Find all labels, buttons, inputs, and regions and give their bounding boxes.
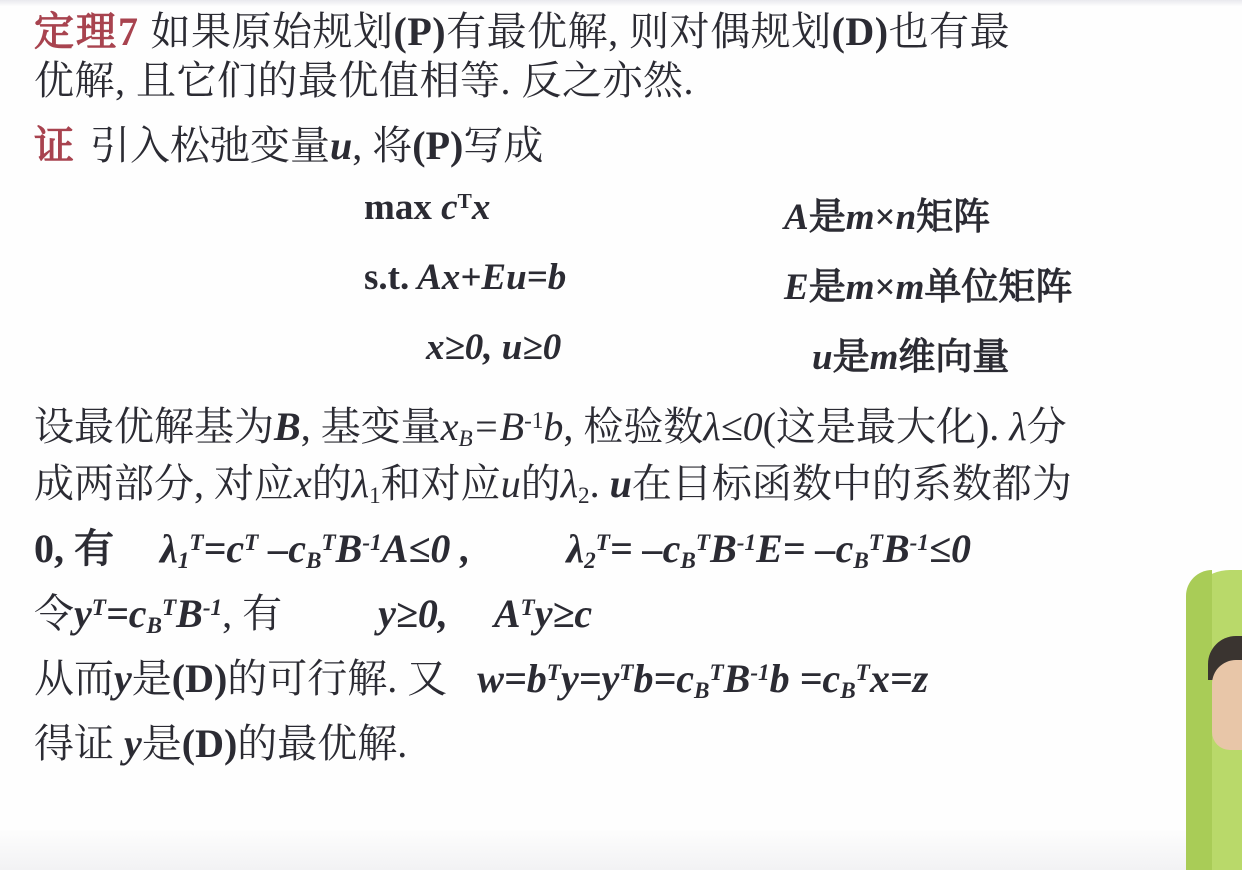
proof-let-line (34, 587, 1214, 642)
proof-body2-e: . (589, 461, 600, 507)
proof-intro-primal-tag: (P) (412, 122, 464, 168)
proof-body1-eq-sup: -1 (524, 407, 544, 434)
proof-thus-b: 是 (131, 655, 172, 701)
proof-body2-u: u (500, 461, 521, 507)
lp-note-E-n: m (895, 266, 925, 308)
proof-body2-b: 的 (311, 461, 352, 507)
presenter-face (1212, 660, 1242, 750)
proof-body1-xB: x (440, 403, 459, 449)
lp-constraint-expr: Ax+Eu=b (417, 256, 567, 298)
equation-lambda2: $\lambda_2^T= -c_B^TB^{-1}E= -c_B^TB^{-1}\le 0$ (566, 525, 971, 574)
lp-objective (364, 186, 490, 229)
frame-top-edge (0, 0, 1242, 6)
proof-thus-c: 的可行解. 又 (227, 655, 448, 701)
proof-body1-b: , 基变量 (300, 403, 441, 449)
frame-bottom-edge (0, 830, 1242, 870)
lp-note-E-text2: 单位矩阵 (924, 266, 1073, 308)
proof-body2-lambda1: λ (351, 461, 370, 507)
proof-qed-dual-tag: (D) (181, 721, 238, 767)
proof-body-line2 (34, 458, 1214, 511)
proof-qed-y: y (124, 721, 142, 767)
theorem-text-c: 也有最 (888, 9, 1011, 54)
lp-row-constraint (34, 256, 1214, 326)
proof-let-y: $y^T=c_B^TB^{-1}$ (74, 590, 223, 639)
proof-qed-a: 得证 (34, 721, 114, 767)
equation-w: $w=b^Ty=y^Tb=c_B^TB^{-1}b =c_B^Tx=z$ (477, 655, 929, 704)
proof-let-cond2: $A^Ty\ge c$ (493, 590, 593, 636)
lp-nonneg-expr: x≥0, u≥0 (426, 326, 562, 368)
lp-objective-transpose: T (457, 188, 472, 213)
proof-body2-lambda2: λ (560, 461, 579, 507)
lp-note-E-m: m (845, 266, 875, 308)
lp-note-E (784, 256, 1072, 310)
theorem-label: 定理7 (34, 9, 140, 54)
proof-thus-a: 从而 (34, 655, 114, 701)
lp-row-objective (34, 186, 1214, 256)
equation-lambda1: $\lambda_1^T=c^T$ $-c_B^TB^{-1}A\le 0$ , (160, 525, 471, 574)
proof-body1-eq: =B (472, 403, 525, 449)
lp-note-u-text2: 维向量 (898, 336, 1010, 378)
proof-let-b: , 有 (222, 590, 283, 636)
lp-row-nonneg (34, 326, 1214, 396)
proof-body-line1 (34, 400, 1214, 455)
proof-body1-xB-sub: B (458, 425, 473, 452)
proof-qed-c: 的最优解. (237, 721, 408, 767)
proof-let-cond1: y≥0, (378, 590, 448, 636)
proof-body2-lambda1-sub: 1 (369, 483, 381, 510)
theorem-text-b: 有最优解, 则对偶规划 (446, 9, 832, 54)
lp-note-u-m: m (869, 336, 899, 378)
presenter-hoodie-shadow (1186, 570, 1212, 870)
proof-body1-d: (这是最大化). (762, 403, 1000, 449)
lp-note-A-symbol: A (784, 196, 809, 238)
proof-let-a: 令 (34, 590, 74, 636)
slide-content (34, 8, 1214, 771)
lp-constraint (364, 256, 566, 299)
proof-intro-var-u: u (330, 122, 353, 168)
proof-intro (34, 122, 1214, 170)
theorem-dual-tag: (D) (831, 9, 889, 54)
lp-note-u-symbol: u (812, 336, 833, 378)
lp-objective-op: max (364, 186, 432, 228)
proof-body2-a: 成两部分, 对应 (34, 461, 294, 507)
theorem-primal-tag: (P) (393, 9, 447, 54)
theorem-text-a: 如果原始规划 (150, 9, 394, 54)
lp-objective-x: x (471, 186, 491, 228)
proof-body1-eq-tail: b (543, 403, 564, 449)
theorem-statement (34, 8, 1214, 57)
proof-thus-line (34, 652, 1214, 707)
proof-body2-lambda2-sub: 2 (578, 483, 590, 510)
lp-note-A-times: × (874, 196, 896, 238)
proof-thus-y: y (114, 655, 132, 701)
lp-note-u (812, 326, 1009, 380)
lp-nonneg (426, 326, 561, 369)
proof-qed-b: 是 (141, 721, 182, 767)
proof-thus-dual-tag: (D) (171, 655, 228, 701)
proof-body1-lambda: λ≤0 (703, 403, 763, 449)
presenter-webcam-overlay (1182, 540, 1242, 870)
lp-note-A-text1: 是 (808, 196, 846, 238)
lp-formulation-block (34, 186, 1214, 396)
proof-lambda-equations (34, 522, 1214, 577)
proof-body2-x: x (294, 461, 312, 507)
proof-intro-a: 引入松弛变量 (90, 122, 330, 168)
lp-note-A-m: m (845, 196, 875, 238)
lp-note-E-text1: 是 (808, 266, 846, 308)
lp-note-E-times: × (874, 266, 896, 308)
proof-body1-e: 分 (1026, 403, 1067, 449)
theorem-statement-line2: 优解, 且它们的最优值相等. 反之亦然. (34, 57, 694, 103)
lp-objective-c: c (441, 186, 458, 228)
proof-intro-b: , 将 (352, 122, 413, 168)
proof-body1-lambda2: λ (1009, 403, 1027, 449)
lp-note-A-n: n (895, 196, 917, 238)
proof-body1-B: B (274, 403, 301, 449)
proof-intro-c: 写成 (463, 122, 544, 168)
lp-note-u-text1: 是 (832, 336, 870, 378)
proof-body1-a: 设最优解基为 (34, 403, 274, 449)
lp-constraint-op: s.t. (364, 256, 410, 298)
proof-body1-c: , 检验数 (563, 403, 704, 449)
proof-body2-c: 和对应 (380, 461, 501, 507)
proof-body2-u2: u (609, 461, 632, 507)
proof-conclusion-line (34, 717, 1214, 771)
proof-body2-f: 在目标函数中的系数都为 (631, 461, 1072, 507)
lp-note-A-text2: 矩阵 (916, 196, 991, 238)
proof-zero-prefix: 0, 有 (34, 525, 114, 571)
lp-note-A (784, 186, 990, 240)
proof-label: 证 (34, 122, 76, 168)
proof-body2-d: 的 (520, 461, 561, 507)
lp-note-E-symbol: E (784, 266, 809, 308)
